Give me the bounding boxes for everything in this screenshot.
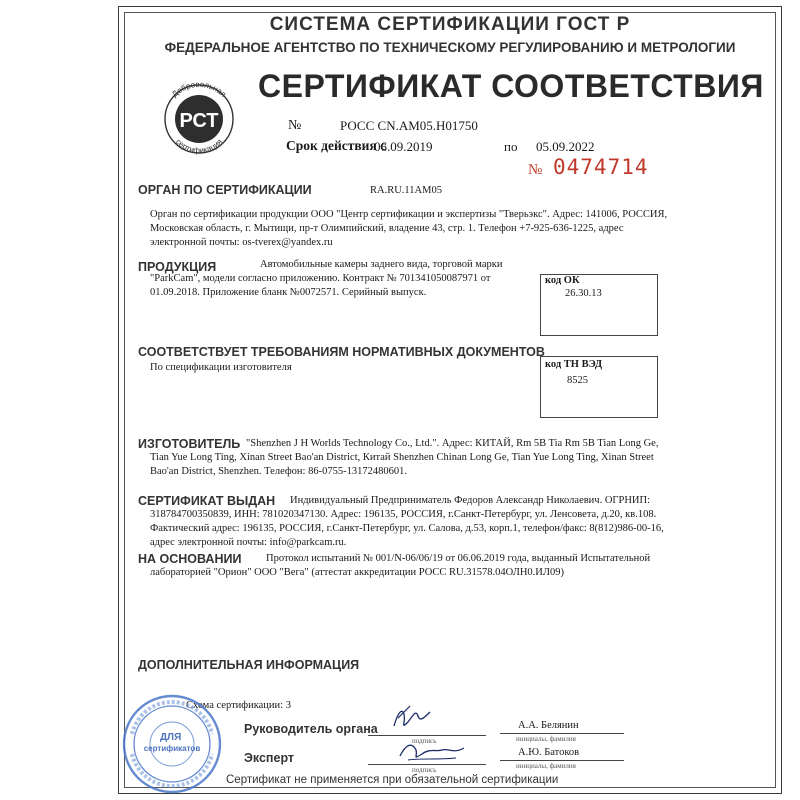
basis-line-2: лабораторией "Орион" ООО "Вега" (аттестат аккредитации РОСС RU.31578.04ОЛН0.ИЛ09): [150, 567, 564, 578]
organ-line-3: электронной почты: os-tverex@yandex.ru: [150, 237, 333, 248]
product-line-3: 01.09.2018. Приложение бланк №0072571. Серийный выпуск.: [150, 287, 427, 298]
footer-note: Сертификат не применяется при обязательной сертификации: [226, 774, 559, 786]
issued-title: СЕРТИФИКАТ ВЫДАН: [138, 494, 276, 508]
organ-line-1: Орган по сертификации продукции ООО "Центр сертификации и экспертизы "Тверьэкс". Адрес: 141006, РОССИЯ,: [150, 209, 668, 220]
manufacturer-line-1: "Shenzhen J H Worlds Technology Co., Ltd.". Адрес: КИТАЙ, Rm 5B Tia Rm 5B Tian Long Ge,: [246, 438, 659, 449]
manufacturer-line-3: Bao'an District, Shenzhen. Телефон: 86-0755-13172480601.: [150, 466, 407, 477]
stamp-text: ДЛЯ сертификатов: [143, 732, 201, 753]
expert-name-line: [500, 760, 624, 761]
serial-number: 0474714: [553, 155, 649, 179]
system-heading: СИСТЕМА СЕРТИФИКАЦИИ ГОСТ Р: [269, 14, 631, 35]
tnved-code-label: код ТН ВЭД: [545, 359, 603, 370]
expert-name-caption: инициалы, фамилия: [516, 762, 576, 770]
basis-title: НА ОСНОВАНИИ: [138, 552, 242, 566]
ok-code-box: [540, 274, 658, 336]
manufacturer-title: ИЗГОТОВИТЕЛЬ: [138, 437, 241, 451]
ok-code-value: 26.30.13: [565, 288, 602, 299]
head-name-caption: инициалы, фамилия: [516, 735, 576, 743]
product-title: ПРОДУКЦИЯ: [138, 260, 217, 274]
organ-title: ОРГАН ПО СЕРТИФИКАЦИИ: [138, 183, 312, 197]
head-sign-line: [368, 735, 486, 736]
serial-sign: №: [528, 162, 543, 178]
requirements-text: По спецификации изготовителя: [150, 362, 292, 373]
blue-stamp: [112, 688, 230, 796]
expert-sign-caption: подпись: [412, 766, 437, 774]
valid-from: 06.09.2019: [374, 139, 433, 154]
number-sign: №: [288, 118, 302, 133]
head-label: Руководитель органа: [244, 722, 378, 736]
product-line-1: Автомобильные камеры заднего вида, торговой марки: [260, 259, 503, 270]
tnved-code-box: [540, 356, 658, 418]
logo-top-text: Добровольная: [170, 79, 228, 99]
issued-line-1: Индивидуальный Предприниматель Федоров Александр Николаевич. ОГРНИП:: [290, 495, 650, 506]
agency-heading: ФЕДЕРАЛЬНОЕ АГЕНТСТВО ПО ТЕХНИЧЕСКОМУ РЕГУЛИРОВАНИЮ И МЕТРОЛОГИИ: [164, 40, 736, 55]
valid-to-label: по: [504, 139, 518, 154]
scheme-text: Схема сертификации: 3: [186, 700, 291, 711]
expert-name: А.Ю. Батоков: [518, 747, 580, 758]
organ-code: RA.RU.11АМ05: [370, 185, 442, 196]
issued-line-2: 318784700350839, ИНН: 781020347130. Адрес: 196135, РОССИЯ, г.Санкт-Петербург, ул. Ленсовета, д.20, кв.108.: [150, 509, 657, 520]
valid-to: 05.09.2022: [536, 139, 595, 154]
head-signature: [388, 704, 436, 734]
ok-code-label: код ОК: [545, 275, 580, 286]
certificate-number: РОСС CN.АМ05.Н01750: [340, 118, 478, 133]
requirements-title: СООТВЕТСТВУЕТ ТРЕБОВАНИЯМ НОРМАТИВНЫХ ДОКУМЕНТОВ: [138, 345, 545, 359]
organ-line-2: Московская область, г. Мытищи, пр-т Олимпийский, владение 43, стр. 1. Телефон +7-925-636-1225, адрес: [150, 223, 624, 234]
head-sign-caption: подпись: [412, 737, 437, 745]
certificate-title: СЕРТИФИКАТ СООТВЕТСТВИЯ: [258, 68, 764, 104]
additional-title: ДОПОЛНИТЕЛЬНАЯ ИНФОРМАЦИЯ: [138, 658, 360, 672]
product-line-2: "ParkCam", модели согласно приложению. Контракт № 701341050087971 от: [150, 273, 491, 284]
head-name: А.А. Белянин: [518, 720, 579, 731]
basis-line-1: Протокол испытаний № 001/N-06/06/19 от 06.06.2019 года, выданный Испытательной: [266, 553, 651, 564]
expert-signature: [396, 738, 468, 766]
issued-line-3: Фактический адрес: 196135, РОССИЯ, г.Санкт-Петербург, ул. Салова, д.53, корп.1, телефон/факс: 8(812)986-00-16,: [150, 523, 664, 534]
expert-label: Эксперт: [244, 751, 295, 765]
logo-mark: РСТ: [179, 110, 219, 132]
head-name-line: [500, 733, 624, 734]
validity-label: Срок действия с: [286, 138, 387, 153]
issued-line-4: адрес электронной почты: info@parkcam.ru.: [150, 537, 347, 548]
tnved-code-value: 8525: [567, 375, 588, 386]
logo-bottom-text: сертификация: [173, 137, 225, 156]
manufacturer-line-2: Tian Yue Long Ting, Xinan Street Bao'an District, Китай Shenzhen Chinan Long Ge, Tian Yue Long Ting, Xinan Street: [150, 452, 654, 463]
rst-logo: [156, 76, 242, 156]
